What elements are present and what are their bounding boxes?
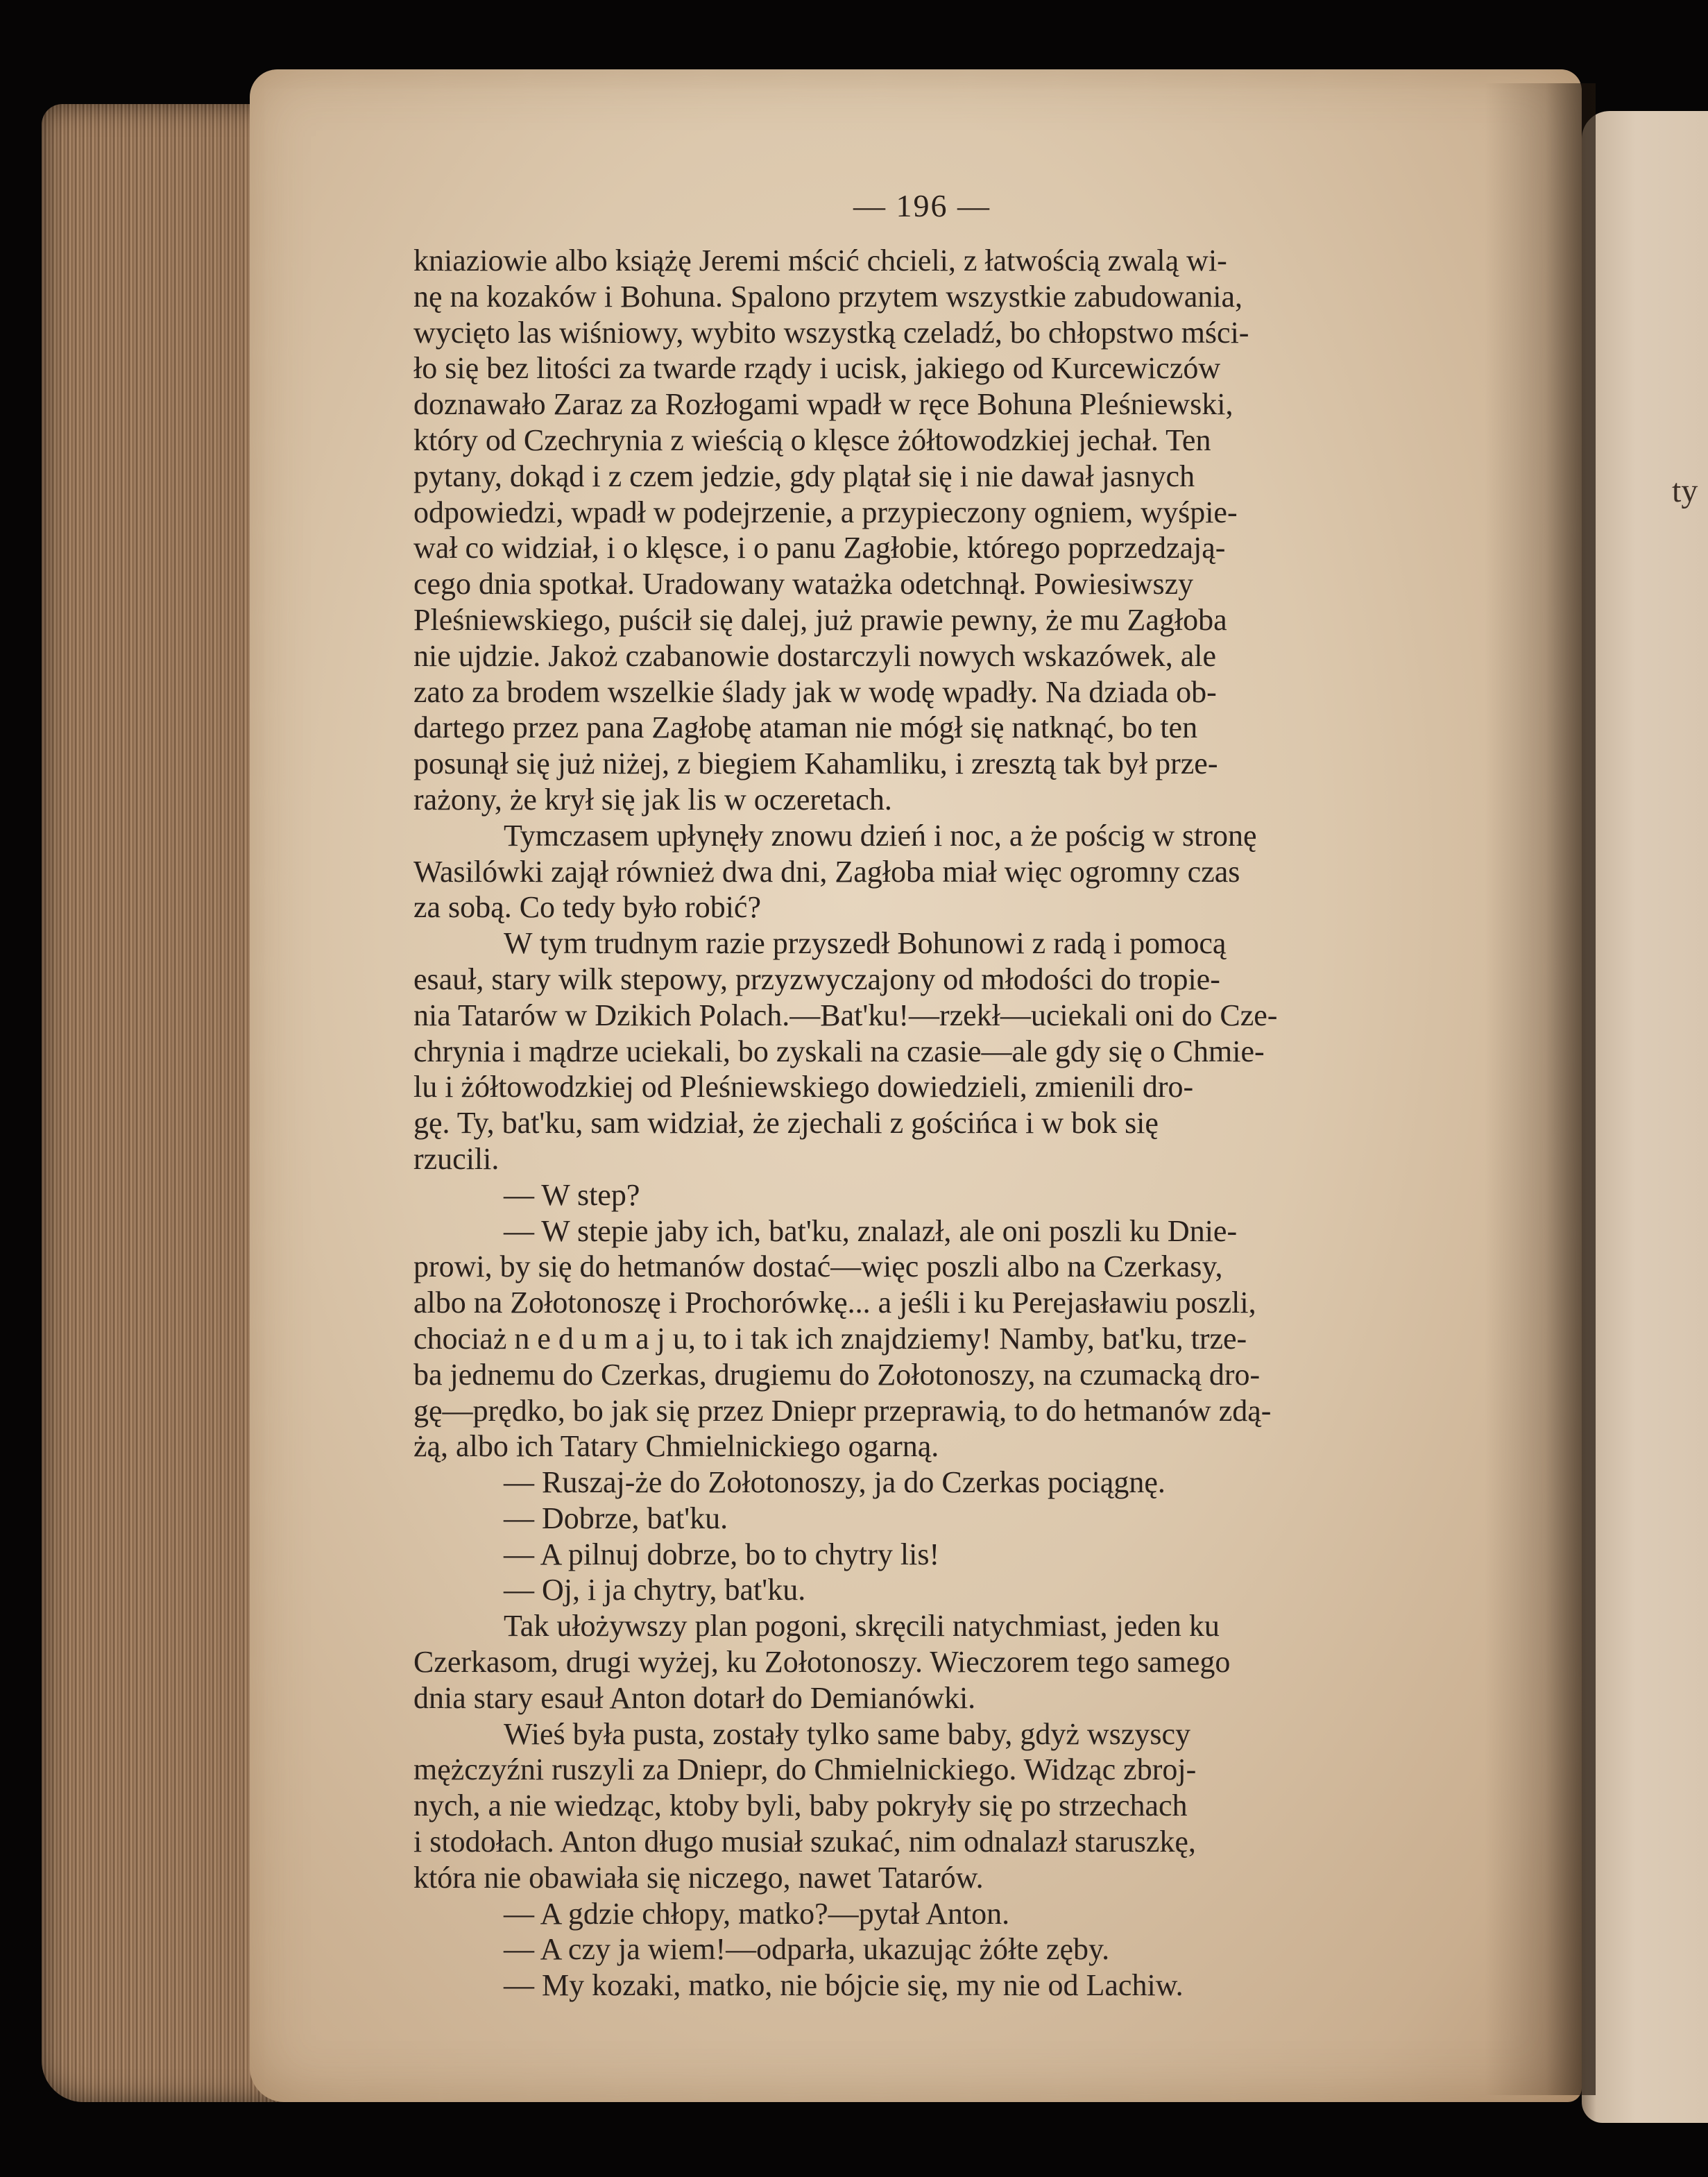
text-line: — Oj, i ja chytry, bat'ku.: [504, 1573, 806, 1607]
text-line: kniaziowie albo książę Jeremi mścić chcieli, z łatwością zwalą wi-: [413, 244, 1227, 278]
text-line: i stodołach. Anton długo musiał szukać, nim odnalazł staruszkę,: [413, 1825, 1196, 1859]
text-line: nie ujdzie. Jakoż czabanowie dostarczyli nowych wskazówek, ale: [413, 638, 1216, 673]
page-number: — 196 —: [853, 188, 991, 223]
text-line: W tym trudnym razie przyszedł Bohunowi z radą i pomocą: [504, 926, 1227, 961]
text-line: mężczyźni ruszyli za Dniepr, do Chmielnickiego. Widząc zbroj-: [413, 1752, 1197, 1787]
text-line: chociaż n e d u m a j u, to i tak ich znajdziemy! Namby, bat'ku, trze-: [413, 1321, 1247, 1356]
text-line: Wieś była pusta, zostały tylko same baby, gdyż wszyscy: [504, 1716, 1191, 1751]
text-line: wycięto las wiśniowy, wybito wszystką czeladź, bo chłopstwo mści-: [413, 315, 1249, 350]
text-line: — W stepie jaby ich, bat'ku, znalazł, ale oni poszli ku Dnie-: [504, 1213, 1238, 1248]
text-line: rzucili.: [413, 1141, 499, 1176]
page-text: [413, 243, 1523, 2004]
text-line: prowi, by się do hetmanów dostać—więc poszli albo na Czerkasy,: [413, 1249, 1223, 1284]
text-line: ba jednemu do Czerkas, drugiemu do Zołotonoszy, na czumacką dro-: [413, 1357, 1261, 1392]
text-line: dnia stary esauł Anton dotarł do Demianówki.: [413, 1680, 976, 1715]
text-line: pytany, dokąd i z czem jedzie, gdy plątał się i nie dawał jasnych: [413, 459, 1195, 493]
text-line: cego dnia spotkał. Uradowany watażka odetchnął. Powiesiwszy: [413, 567, 1194, 601]
text-line: — My kozaki, matko, nie bójcie się, my nie od Lachiw.: [504, 1968, 1184, 2003]
text-line: gę. Ty, bat'ku, sam widział, że zjechali z gościńca i w bok się: [413, 1106, 1159, 1141]
text-line: — A gdzie chłopy, matko?—pytał Anton.: [504, 1896, 1010, 1931]
text-line: — Dobrze, bat'ku.: [504, 1501, 728, 1535]
text-line: esauł, stary wilk stepowy, przyzwyczajony od młodości do tropie-: [413, 962, 1220, 996]
text-line: — A pilnuj dobrze, bo to chytry lis!: [504, 1537, 940, 1571]
text-line: posunął się już niżej, z biegiem Kahamliku, i zresztą tak był prze-: [413, 746, 1218, 781]
text-line: rażony, że krył się jak lis w oczeretach.: [413, 782, 892, 817]
text-line: Wasilówki zajął również dwa dni, Zagłoba miał więc ogromny czas: [413, 854, 1240, 889]
text-line: — Ruszaj-że do Zołotonoszy, ja do Czerkas pociągnę.: [504, 1465, 1165, 1500]
text-line: dartego przez pana Zagłobę ataman nie mógł się natknąć, bo ten: [413, 710, 1198, 745]
text-line: nych, a nie wiedząc, ktoby byli, baby pokryły się po strzechach: [413, 1788, 1188, 1823]
text-line: ło się bez litości za twarde rządy i ucisk, jakiego od Kurcewiczów: [413, 351, 1221, 386]
text-line: — A czy ja wiem!—odparła, ukazując żółte zęby.: [504, 1932, 1110, 1967]
text-line: wał co widział, i o klęsce, i o panu Zagłobie, którego poprzedzają-: [413, 531, 1226, 565]
text-line: zato za brodem wszelkie ślady jak w wodę wpadły. Na dziada ob-: [413, 674, 1217, 709]
text-line: Czerkasom, drugi wyżej, ku Zołotonoszy. Wieczorem tego samego: [413, 1645, 1231, 1680]
text-line: albo na Zołotonoszę i Prochorówkę... a jeśli i ku Perejasławiu poszli,: [413, 1286, 1256, 1320]
text-line: Tak ułożywszy plan pogoni, skręcili natychmiast, jeden ku: [504, 1609, 1220, 1644]
text-line: — W step?: [504, 1177, 640, 1212]
text-line: za sobą. Co tedy było robić?: [413, 890, 761, 925]
right-page-fragment: ty: [1672, 472, 1698, 509]
text-line: chrynia i mądrze uciekali, bo zyskali na czasie—ale gdy się o Chmie-: [413, 1034, 1265, 1068]
text-line: nia Tatarów w Dzikich Polach.—Bat'ku!—rzekł—uciekali oni do Czе-: [413, 998, 1278, 1032]
text-line: lu i żółtowodzkiej od Pleśniewskiego dowiedzieli, zmienili dro-: [413, 1070, 1194, 1104]
text-line: żą, albo ich Tatary Chmielnickiego ogarną.: [413, 1429, 939, 1464]
text-line: który od Czechrynia z wieścią o klęsce żółtowodzkiej jechał. Ten: [413, 422, 1211, 457]
text-line: Tymczasem upłynęły znowu dzień i noc, a że pościg w stronę: [504, 818, 1257, 853]
text-line: nę na kozaków i Bohuna. Spalono przytem wszystkie zabudowania,: [413, 279, 1243, 314]
text-line: gę—prędko, bo jak się przez Dniepr przeprawią, to do hetmanów zdą-: [413, 1393, 1272, 1428]
text-line: Pleśniewskiego, puścił się dalej, już prawie pewny, że mu Zagłoba: [413, 602, 1227, 637]
text-line: odpowiedzi, wpadł w podejrzenie, a przypieczony ogniem, wyśpie-: [413, 495, 1238, 529]
text-line: która nie obawiała się niczego, nawet Tatarów.: [413, 1860, 984, 1895]
right-page-edge: [1582, 111, 1708, 2123]
text-line: doznawało Zaraz za Rozłogami wpadł w ręce Bohuna Pleśniewski,: [413, 387, 1233, 422]
